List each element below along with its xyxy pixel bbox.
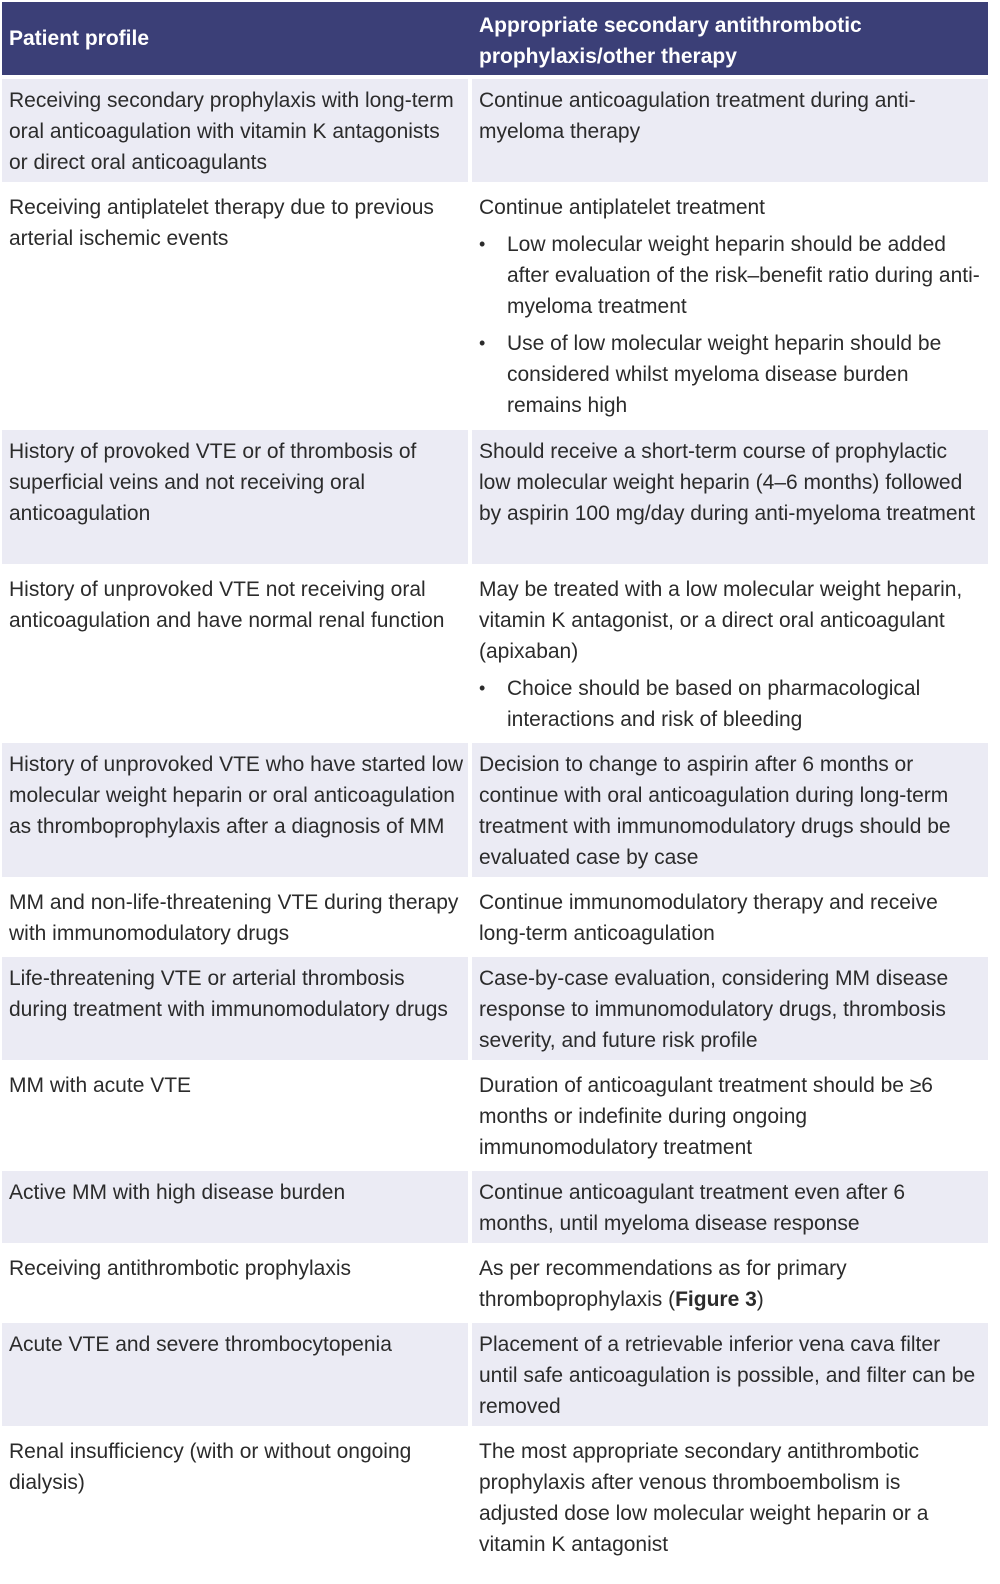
profile-cell: Receiving antithrombotic prophylaxis bbox=[2, 1247, 468, 1319]
profile-cell: MM and non-life-threatening VTE during therapy with immunomodulatory drugs bbox=[2, 881, 468, 953]
table-row bbox=[2, 430, 988, 564]
profile-cell: Life-threatening VTE or arterial thrombosis during treatment with immunomodulatory drugs bbox=[2, 957, 468, 1060]
table-header-row bbox=[2, 2, 988, 75]
profile-cell: Receiving secondary prophylaxis with long-term oral anticoagulation with vitamin K antagonists or direct oral anticoagulants bbox=[2, 79, 468, 182]
table-row bbox=[2, 957, 988, 1060]
profile-cell: History of provoked VTE or of thrombosis of superficial veins and not receiving oral anticoagulation bbox=[2, 430, 468, 564]
therapy-cell: Should receive a short-term course of prophylactic low molecular weight heparin (4–6 months) followed by aspirin 100 mg/day during anti-myeloma treatment bbox=[472, 430, 988, 564]
therapy-text-end: ) bbox=[756, 1288, 764, 1311]
profile-cell: Acute VTE and severe thrombocytopenia bbox=[2, 1323, 468, 1426]
therapy-cell bbox=[472, 1247, 988, 1319]
therapy-cell: Duration of anticoagulant treatment should be ≥6 months or indefinite during ongoing immunomodulatory treatment bbox=[472, 1064, 988, 1167]
bullet-item: • Low molecular weight heparin should be added after evaluation of the risk–benefit ratio during anti-myeloma treatment bbox=[479, 229, 982, 322]
table-row bbox=[2, 881, 988, 953]
table-row bbox=[2, 79, 988, 182]
profile-cell: History of unprovoked VTE who have started low molecular weight heparin or oral anticoagulation as thromboprophylaxis after a diagnosis of MM bbox=[2, 743, 468, 877]
therapy-text: As per recommendations as for primary thromboprophylaxis ( bbox=[479, 1257, 847, 1311]
therapy-cell: The most appropriate secondary antithrombotic prophylaxis after venous thromboembolism is adjusted dose low molecular weight heparin or a vitamin K antagonist bbox=[472, 1430, 988, 1564]
table-row bbox=[2, 1064, 988, 1167]
table-row bbox=[2, 743, 988, 877]
therapy-cell bbox=[472, 186, 988, 426]
therapy-cell: Continue anticoagulant treatment even after 6 months, until myeloma disease response bbox=[472, 1171, 988, 1243]
therapy-cell: Decision to change to aspirin after 6 months or continue with oral anticoagulation during long-term treatment with immunomodulatory drugs should be evaluated case by case bbox=[472, 743, 988, 877]
bullet-item: • Use of low molecular weight heparin should be considered whilst myeloma disease burden remains high bbox=[479, 328, 982, 421]
bullet-list bbox=[479, 229, 982, 421]
therapy-text: May be treated with a low molecular weight heparin, vitamin K antagonist, or a direct oral anticoagulant (apixaban) bbox=[479, 578, 963, 663]
profile-cell: Receiving antiplatelet therapy due to previous arterial ischemic events bbox=[2, 186, 468, 426]
therapy-cell: Case-by-case evaluation, considering MM disease response to immunomodulatory drugs, thrombosis severity, and future risk profile bbox=[472, 957, 988, 1060]
figure-reference: Figure 3 bbox=[675, 1288, 757, 1311]
therapy-text: Continue antiplatelet treatment bbox=[479, 196, 766, 219]
profile-cell: Renal insufficiency (with or without ongoing dialysis) bbox=[2, 1430, 468, 1564]
table-row bbox=[2, 1171, 988, 1243]
profile-cell: History of unprovoked VTE not receiving oral anticoagulation and have normal renal function bbox=[2, 568, 468, 739]
bullet-list bbox=[479, 673, 982, 735]
table-row bbox=[2, 186, 988, 426]
profile-cell: MM with acute VTE bbox=[2, 1064, 468, 1167]
therapy-cell: Placement of a retrievable inferior vena cava filter until safe anticoagulation is possible, and filter can be removed bbox=[472, 1323, 988, 1426]
bullet-item: • Choice should be based on pharmacological interactions and risk of bleeding bbox=[479, 673, 982, 735]
header-patient-profile: Patient profile bbox=[9, 27, 150, 50]
profile-cell: Active MM with high disease burden bbox=[2, 1171, 468, 1243]
table-row bbox=[2, 1323, 988, 1426]
therapy-cell: Continue immunomodulatory therapy and receive long-term anticoagulation bbox=[472, 881, 988, 953]
table-row bbox=[2, 1430, 988, 1564]
header-therapy: Appropriate secondary antithrombotic prophylaxis/other therapy bbox=[479, 14, 862, 68]
therapy-cell: Continue anticoagulation treatment during anti-myeloma therapy bbox=[472, 79, 988, 182]
table-row bbox=[2, 1247, 988, 1319]
therapy-cell bbox=[472, 568, 988, 739]
table-row bbox=[2, 568, 988, 739]
recommendations-table bbox=[2, 2, 988, 1568]
